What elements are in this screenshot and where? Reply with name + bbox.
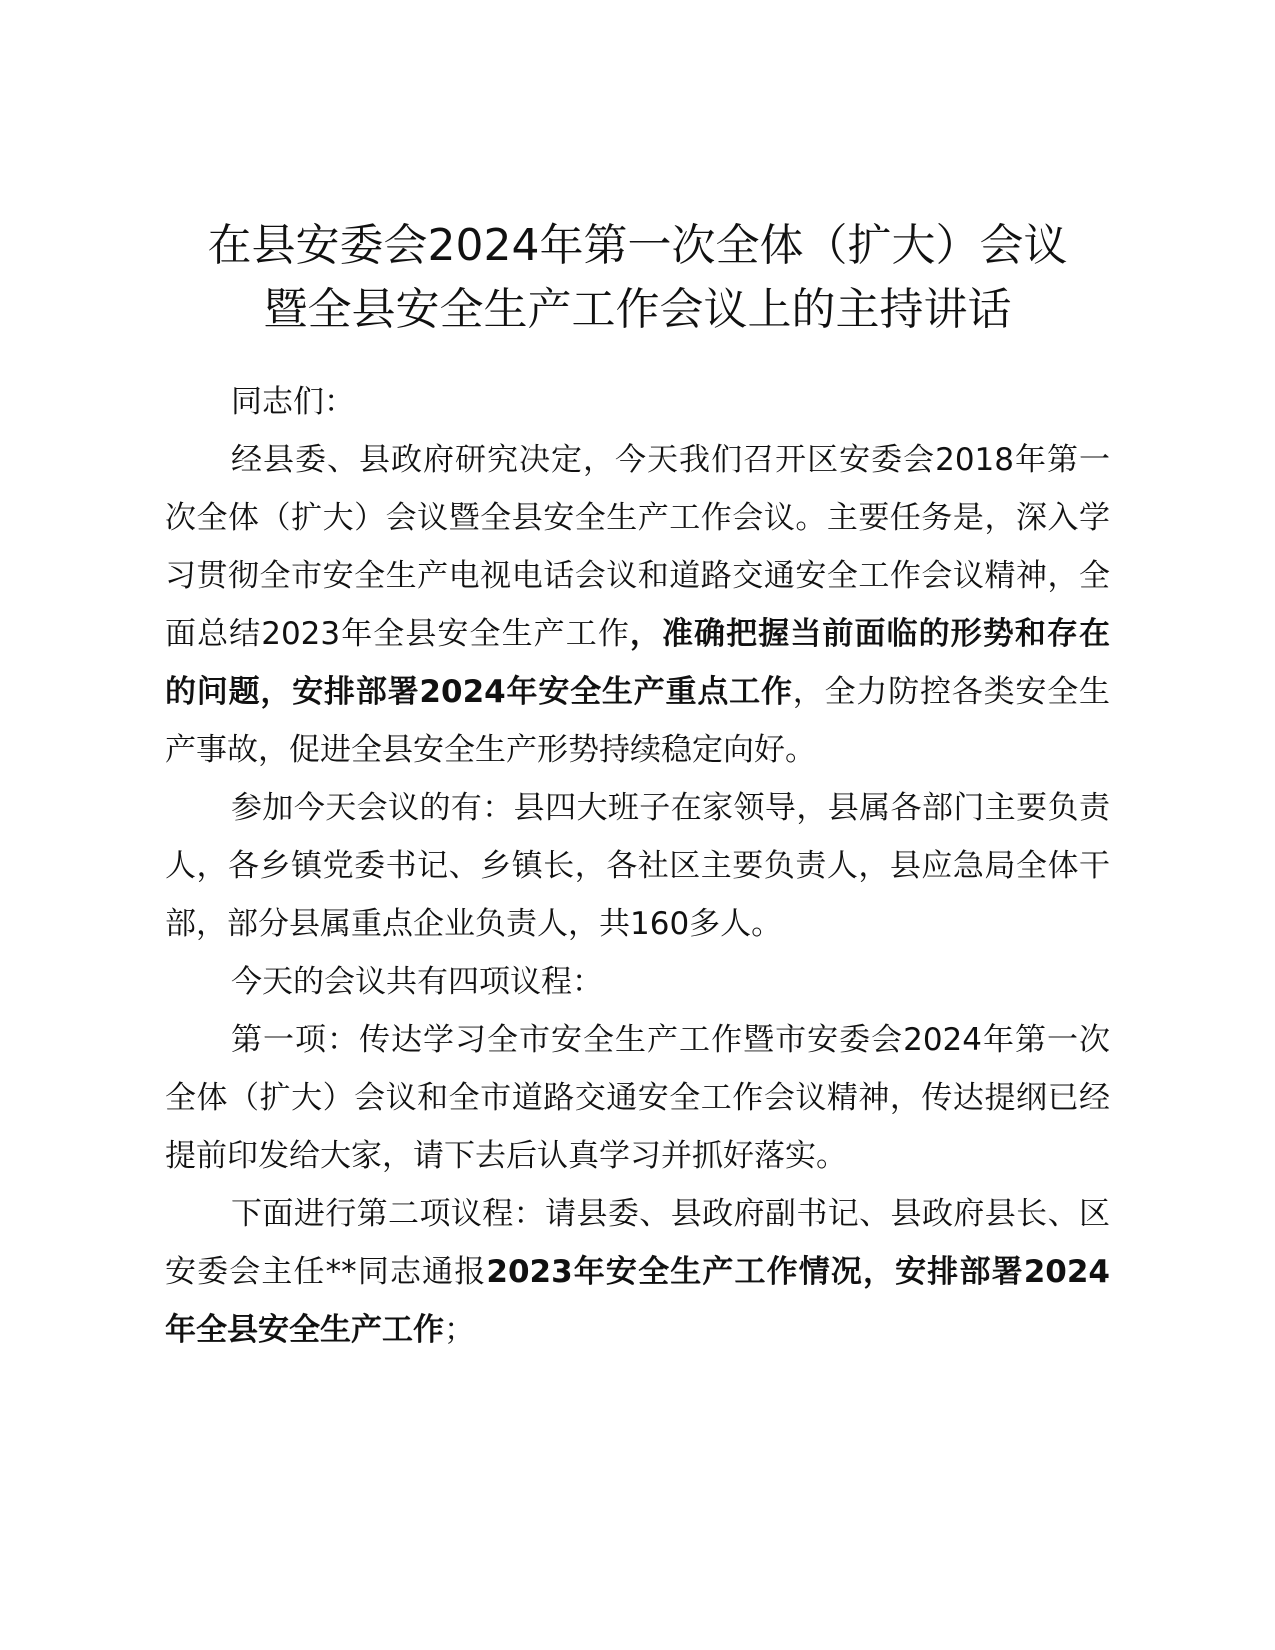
paragraph-attendees: 参加今天会议的有：县四大班子在家领导，县属各部门主要负责人，各乡镇党委书记、乡镇长，各社区主要负责人，县应急局全体干部，部分县属重点企业负责人，共160多人。 [165, 790, 1110, 942]
paragraph-text-bold: 2023年安全生产工作情况，安排部署2024年全县安全生产工作 [165, 1254, 1110, 1348]
document-title [150, 214, 1125, 342]
paragraph-agenda-intro: 今天的会议共有四项议程： [231, 964, 603, 1000]
document-body [165, 373, 1110, 1359]
title-line-1: 在县安委会2024年第一次全体（扩大）会议 [207, 220, 1068, 271]
paragraph-agenda-item-2 [165, 1185, 1110, 1359]
paragraph-agenda-item-1: 第一项：传达学习全市安全生产工作暨市安委会2024年第一次全体（扩大）会议和全市道路交通安全工作会议精神，传达提纲已经提前印发给大家，请下去后认真学习并抓好落实。 [165, 1022, 1110, 1174]
paragraph-text: ； [444, 1312, 475, 1348]
title-line-2: 暨全县安全生产工作会议上的主持讲话 [263, 284, 1012, 335]
salutation: 同志们： [231, 384, 355, 420]
paragraph-text: 经县委、县政府研究决定，今天我们召开区安委会2018年第一次全体（扩大）会议暨全县安全生产工作会议。主要任务是，深入学习贯彻全市安全生产电视电话会议和道路交通安全工作会议精神，全面总结2023年全县安全生产工作 [165, 442, 1110, 652]
paragraph-text-bold: ，准确把握当前面临的形势和存在的问题，安排部署2024年安全生产重点工作 [165, 616, 1110, 710]
paragraph-meeting-purpose [165, 431, 1110, 779]
paragraph-text: ，全力防控各类安全生产事故，促进全县安全生产形势持续稳定向好。 [165, 674, 1111, 768]
paragraph-text: 下面进行第二项议程：请县委、县政府副书记、县政府县长、区安委会主任**同志通报 [165, 1196, 1110, 1290]
